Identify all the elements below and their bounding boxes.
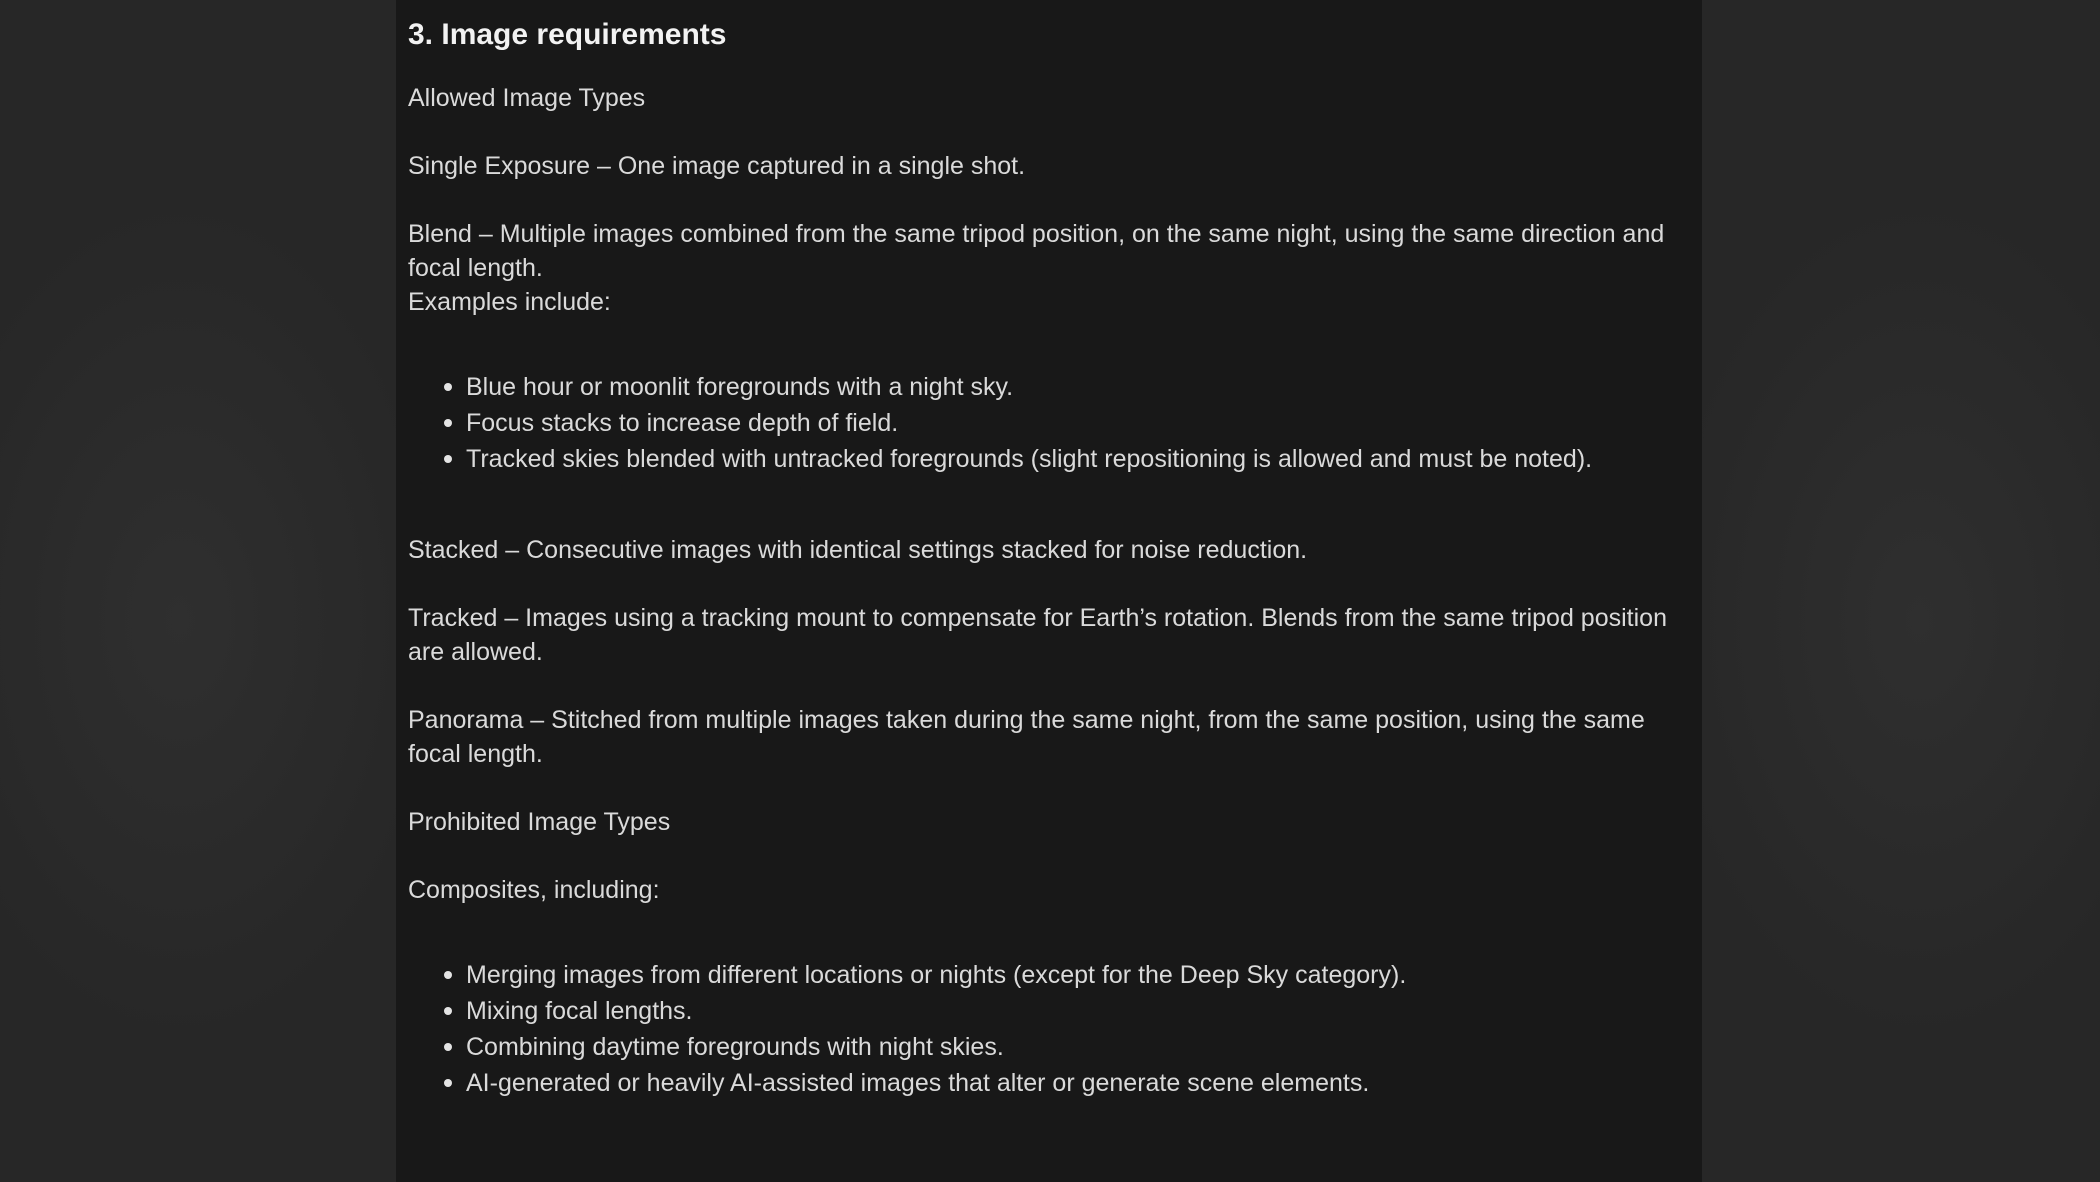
bullet-icon <box>444 971 452 979</box>
bullet-icon <box>444 1007 452 1015</box>
content-panel <box>396 0 1702 1182</box>
bullet-icon <box>444 1043 452 1051</box>
panorama-text: Panorama – Stitched from multiple images taken during the same night, from the same position, using the same focal length. <box>408 706 1645 768</box>
allowed-types-title: Allowed Image Types <box>408 84 646 112</box>
list-item-text: Combining daytime foregrounds with night skies. <box>466 1033 1004 1061</box>
list-item <box>444 1065 1702 1101</box>
tracked-text: Tracked – Images using a tracking mount to compensate for Earth’s rotation. Blends from the same tripod position are allowed. <box>408 604 1667 666</box>
list-item-text: Mixing focal lengths. <box>466 997 693 1025</box>
bullet-icon <box>444 1079 452 1087</box>
list-item-text: Tracked skies blended with untracked foregrounds (slight repositioning is allowed and must be noted). <box>466 445 1593 473</box>
list-item-text: Blue hour or moonlit foregrounds with a night sky. <box>466 373 1014 401</box>
list-item-text: Focus stacks to increase depth of field. <box>466 409 899 437</box>
list-item <box>444 405 1702 441</box>
list-item-text: AI-generated or heavily AI-assisted images that alter or generate scene elements. <box>466 1069 1370 1097</box>
blend-text: Blend – Multiple images combined from the same tripod position, on the same night, using the same direction and focal length. <box>408 220 1665 282</box>
list-item <box>444 441 1702 477</box>
examples-intro: Examples include: <box>408 288 611 316</box>
prohibited-types-title: Prohibited Image Types <box>408 808 671 836</box>
bullet-icon <box>444 383 452 391</box>
bullet-icon <box>444 455 452 463</box>
single-exposure-text: Single Exposure – One image captured in a single shot. <box>408 152 1026 180</box>
list-item <box>444 1029 1702 1065</box>
list-item <box>444 993 1702 1029</box>
stacked-text: Stacked – Consecutive images with identical settings stacked for noise reduction. <box>408 536 1308 564</box>
list-item-text: Merging images from different locations or nights (except for the Deep Sky category). <box>466 961 1407 989</box>
section-heading: 3. Image requirements <box>408 18 727 51</box>
examples-list <box>408 369 1702 477</box>
composites-intro: Composites, including: <box>408 876 660 904</box>
list-item <box>444 369 1702 405</box>
list-item <box>444 957 1702 993</box>
bullet-icon <box>444 419 452 427</box>
prohibited-list <box>408 957 1702 1101</box>
